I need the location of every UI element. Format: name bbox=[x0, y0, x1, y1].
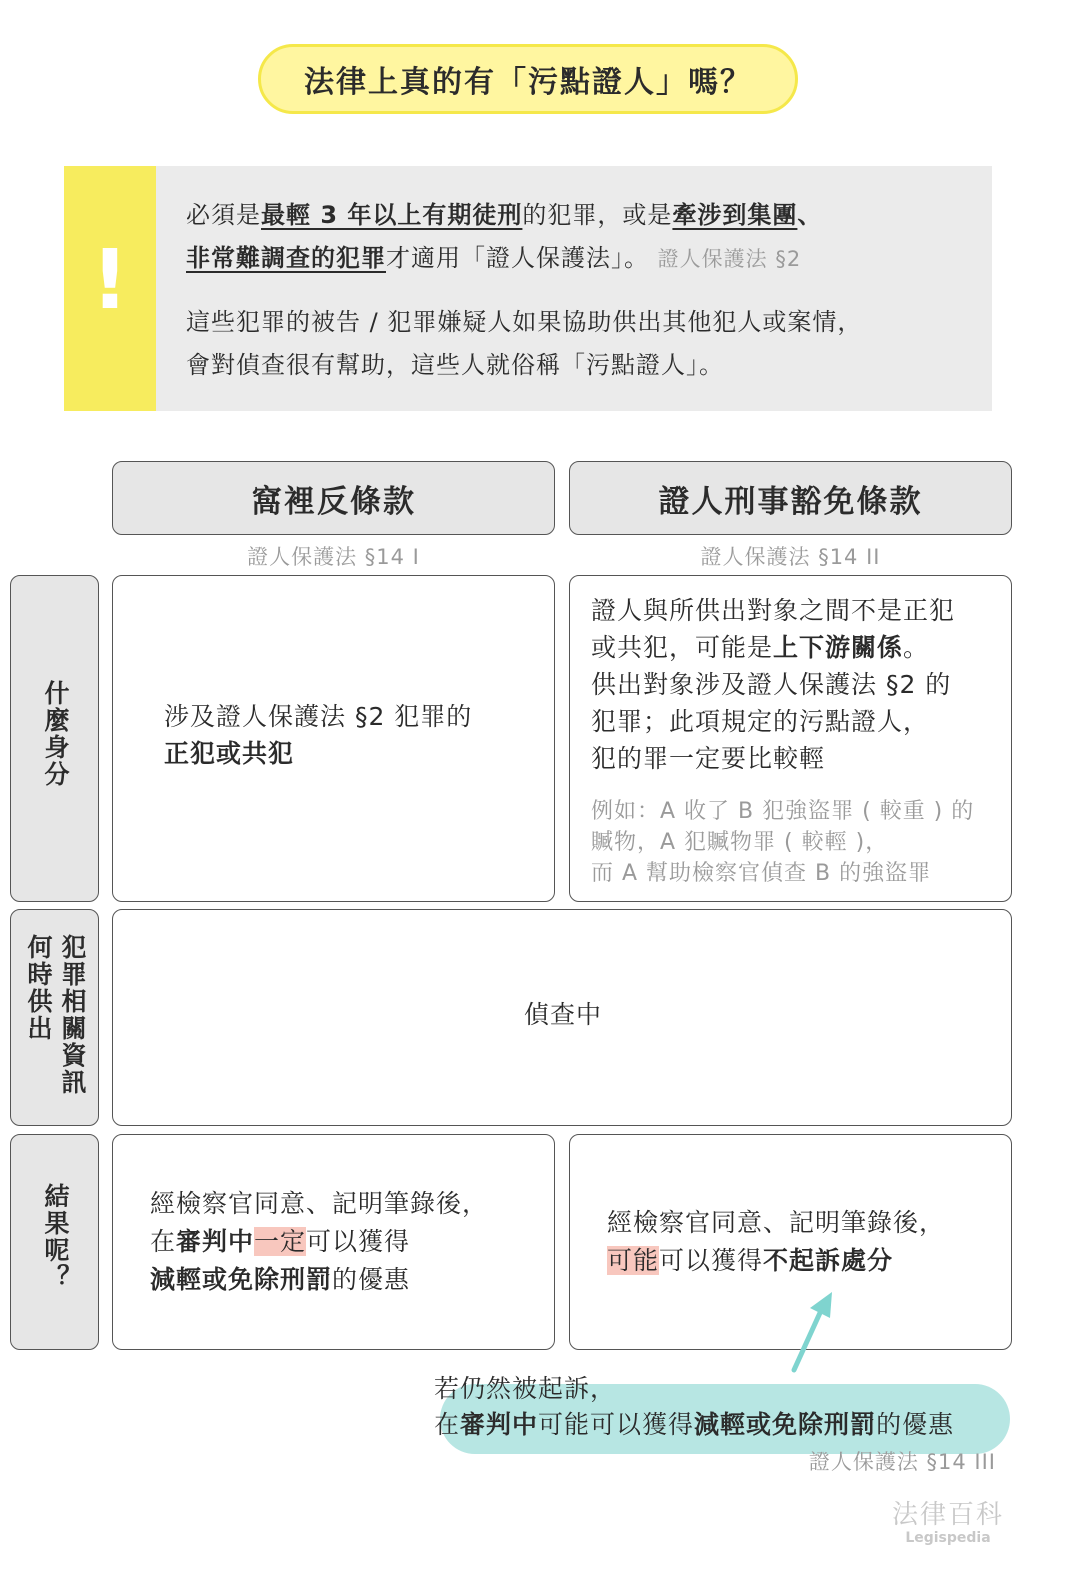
column-header-left: 窩裡反條款 bbox=[112, 461, 555, 535]
arrow-up-icon bbox=[780, 1290, 840, 1376]
note-reference: 證人保護法 §14 III bbox=[808, 1450, 996, 1474]
row-label-result: 結果呢？ bbox=[10, 1134, 99, 1350]
page-title: 法律上真的有「污點證人」嗎？ bbox=[258, 44, 798, 114]
note-line-2: 在審判中可能可以獲得減輕或免除刑罰的優惠 bbox=[434, 1410, 955, 1439]
note-line-1: 若仍然被起訴， bbox=[434, 1374, 617, 1403]
notice-reference: 證人保護法 §2 bbox=[657, 247, 802, 271]
column-reference-right: 證人保護法 §14 II bbox=[700, 545, 881, 569]
cell-identity-right: 證人與所供出對象之間不是正犯 或共犯，可能是上下游關係。 供出對象涉及證人保護法 §2 的 犯罪；此項規定的污點證人， 犯的罪一定要比較輕 例如：A 收了 B 犯強盜罪 ( 較重 ) 的 贓物，A 犯贓物罪 ( 較輕 )， 而 A 幫助檢察官偵查 B 的強盜罪 bbox=[569, 575, 1012, 902]
example-text: 例如：A 收了 B 犯強盜罪 ( 較重 ) 的 bbox=[591, 799, 975, 824]
highlight-possible: 可能 bbox=[607, 1246, 660, 1275]
notice-line-1: 必須是最輕 3 年以上有期徒刑的犯罪，或是牽涉到集團、 bbox=[186, 201, 823, 229]
notice-line-2: 非常難調查的犯罪才適用「證人保護法」。 證人保護法 §2 bbox=[186, 244, 802, 272]
row-label-identity: 什麼身分 bbox=[10, 575, 99, 902]
cell-result-right: 經檢察官同意、記明筆錄後， 可能可以獲得不起訴處分 bbox=[569, 1134, 1012, 1350]
cell-identity-left: 涉及證人保護法 §2 犯罪的 正犯或共犯 bbox=[112, 575, 555, 902]
logo-text: 法律百科 bbox=[891, 1500, 1004, 1530]
notice-box bbox=[64, 166, 992, 411]
cell-result-left: 經檢察官同意、記明筆錄後， 在審判中一定可以獲得 減輕或免除刑罰的優惠 bbox=[112, 1134, 555, 1350]
column-reference-left: 證人保護法 §14 I bbox=[247, 545, 420, 569]
notice-line-3: 這些犯罪的被告 / 犯罪嫌疑人如果協助供出其他犯人或案情， bbox=[186, 308, 863, 336]
row-label-timing: 犯罪相關資訊 何時供出 bbox=[10, 909, 99, 1126]
column-header-right: 證人刑事豁免條款 bbox=[569, 461, 1012, 535]
highlight-certain: 一定 bbox=[254, 1227, 307, 1256]
exclamation-icon: ! bbox=[91, 233, 129, 328]
notice-line-4: 會對偵查很有幫助，這些人就俗稱「污點證人」。 bbox=[186, 351, 724, 379]
cell-timing: 偵查中 bbox=[112, 909, 1012, 1126]
logo-subtext: Legispedia bbox=[905, 1530, 991, 1546]
